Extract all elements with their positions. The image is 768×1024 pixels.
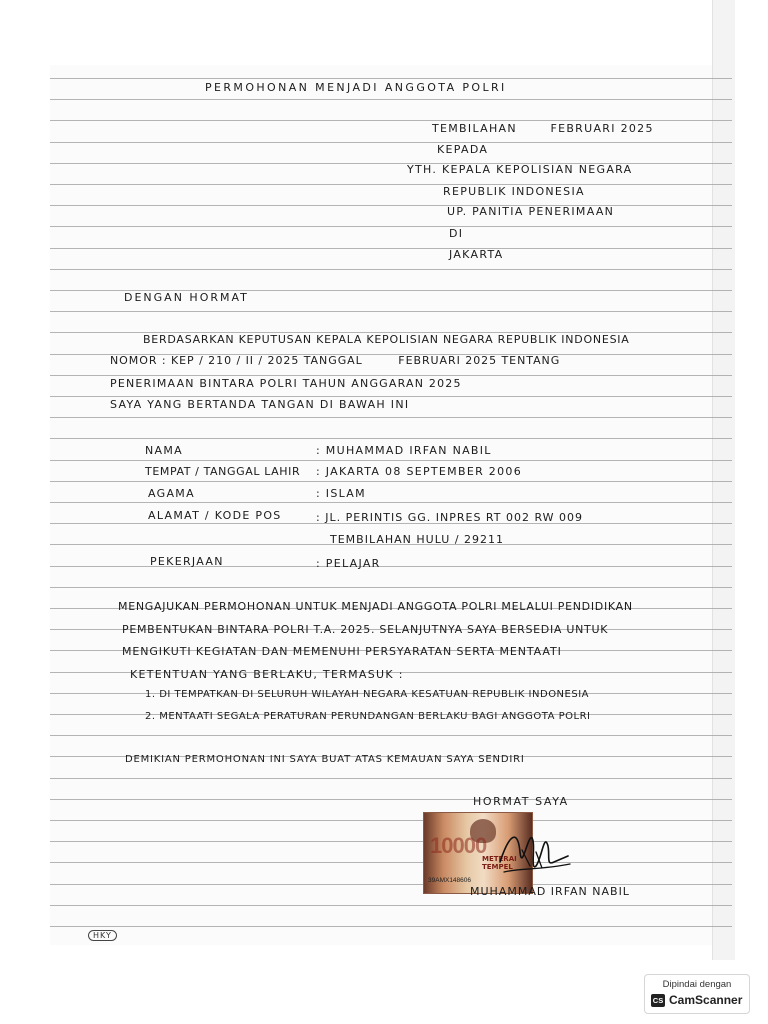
ruled-line xyxy=(50,587,732,588)
ruled-line xyxy=(50,205,732,206)
ruled-line xyxy=(50,502,732,503)
body-line: PEMBENTUKAN BINTARA POLRI T.A. 2025. SELANJUTNYA SAYA BERSEDIA UNTUK xyxy=(122,623,609,636)
camscanner-logo-icon: CS xyxy=(652,996,664,1005)
body-line: MENGAJUKAN PERMOHONAN UNTUK MENJADI ANGGOTA POLRI MELALUI PENDIDIKAN xyxy=(118,600,633,613)
watermark-text: Dipindai dengan xyxy=(662,979,732,990)
recipient-line: REPUBLIK INDONESIA xyxy=(443,185,585,198)
page-edge xyxy=(712,0,735,960)
ruled-line xyxy=(50,481,732,482)
recipient-line: JAKARTA xyxy=(449,248,504,261)
notebook-mark: HKY xyxy=(88,930,117,941)
ruled-line xyxy=(50,120,732,121)
ruled-line xyxy=(50,226,732,227)
ruled-line xyxy=(50,375,732,376)
ruled-line xyxy=(50,142,732,143)
ruled-line xyxy=(50,799,732,800)
address-value: TEMBILAHAN HULU / 29211 xyxy=(330,533,505,546)
notebook-page xyxy=(50,65,732,945)
ruled-line xyxy=(50,841,732,842)
signer-name: MUHAMMAD IRFAN NABIL xyxy=(470,885,630,898)
religion-label: AGAMA xyxy=(148,487,195,500)
letter-title: PERMOHONAN MENJADI ANGGOTA POLRI xyxy=(205,81,507,94)
ruled-line xyxy=(50,862,732,863)
ruled-line xyxy=(50,905,732,906)
opening-line: SAYA YANG BERTANDA TANGAN DI BAWAH INI xyxy=(110,398,410,411)
regards: HORMAT SAYA xyxy=(473,795,569,808)
stamp-serial: 39AMX148606 xyxy=(428,877,472,884)
ruled-line xyxy=(50,184,732,185)
recipient-line: UP. PANITIA PENERIMAAN xyxy=(447,205,615,218)
watermark-brand: CamScanner xyxy=(669,993,743,1007)
recipient-line: YTH. KEPALA KEPOLISIAN NEGARA xyxy=(407,163,633,176)
ruled-line xyxy=(50,460,732,461)
ruled-line xyxy=(50,311,732,312)
signature xyxy=(470,822,580,892)
ruled-line xyxy=(50,78,732,79)
camscanner-watermark xyxy=(644,974,750,1014)
birth-value: : JAKARTA 08 SEPTEMBER 2006 xyxy=(316,465,523,478)
closing-statement: DEMIKIAN PERMOHONAN INI SAYA BUAT ATAS KEMAUAN SAYA SENDIRI xyxy=(125,754,525,765)
name-value: : MUHAMMAD IRFAN NABIL xyxy=(316,444,492,457)
address-label: ALAMAT / KODE POS xyxy=(148,509,282,522)
address-value: : JL. PERINTIS GG. INPRES RT 002 RW 009 xyxy=(316,511,584,524)
name-label: NAMA xyxy=(145,444,183,457)
recipient-line: KEPADA xyxy=(437,143,489,156)
birth-label: TEMPAT / TANGGAL LAHIR xyxy=(145,465,301,478)
religion-value: : ISLAM xyxy=(316,487,366,500)
opening-line: BERDASARKAN KEPUTUSAN KEPALA KEPOLISIAN NEGARA REPUBLIK INDONESIA xyxy=(143,333,630,346)
ruled-line xyxy=(50,417,732,418)
ruled-line xyxy=(50,820,732,821)
list-item: 2. MENTAATI SEGALA PERATURAN PERUNDANGAN BERLAKU BAGI ANGGOTA POLRI xyxy=(145,711,591,722)
ruled-line xyxy=(50,248,732,249)
job-label: PEKERJAAN xyxy=(150,555,224,568)
list-item: 1. DI TEMPATKAN DI SELURUH WILAYAH NEGARA KESATUAN REPUBLIK INDONESIA xyxy=(145,689,589,700)
opening-line: PENERIMAAN BINTARA POLRI TAHUN ANGGARAN 2025 xyxy=(110,377,462,390)
ruled-line xyxy=(50,735,732,736)
ruled-line xyxy=(50,778,732,779)
stamp-value: 10000 xyxy=(430,833,487,858)
ruled-line xyxy=(50,99,732,100)
ruled-line xyxy=(50,926,732,927)
ruled-line xyxy=(50,396,732,397)
body-line: MENGIKUTI KEGIATAN DAN MEMENUHI PERSYARATAN SERTA MENTAATI xyxy=(122,645,562,658)
place-date: TEMBILAHAN FEBRUARI 2025 xyxy=(432,122,654,135)
recipient-line: DI xyxy=(449,227,464,240)
stamp-label: METERAI TEMPEL xyxy=(482,855,517,871)
greeting: DENGAN HORMAT xyxy=(124,291,249,304)
body-line: KETENTUAN YANG BERLAKU, TERMASUK : xyxy=(130,668,404,681)
ruled-line xyxy=(50,269,732,270)
job-value: : PELAJAR xyxy=(316,557,381,570)
opening-line: NOMOR : KEP / 210 / II / 2025 TANGGAL FEBRUARI 2025 TENTANG xyxy=(110,354,561,367)
ruled-line xyxy=(50,438,732,439)
